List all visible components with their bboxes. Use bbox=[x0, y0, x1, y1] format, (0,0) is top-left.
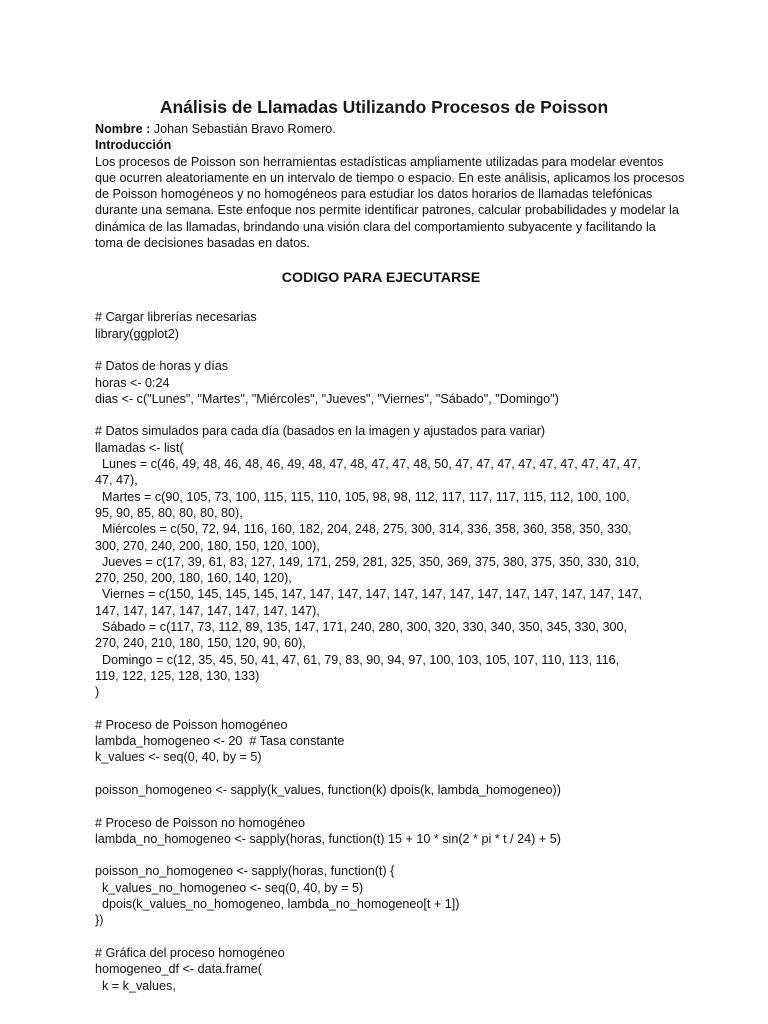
author-name: Johan Sebastián Bravo Romero. bbox=[150, 122, 336, 136]
intro-paragraph: Los procesos de Poisson son herramientas estadísticas ampliamente utilizadas para modelar eventos que ocurren aleatoriamente en un intervalo de tiempo o espacio. En este análisis, aplicamos los procesos de Poisson homogéneos y no homogéneos para estudiar los datos horarios de llamadas telefónicas durante una semana. Este enfoque nos permite identificar patrones, calcular probabilidades y modelar la dinámica de las llamadas, brindando una visión clara del comportamiento subyacente y facilitando la toma de decisiones basadas en datos. bbox=[95, 154, 685, 251]
code-listing: # Cargar librerías necesarias library(ggplot2) # Datos de horas y días horas <- 0:24 dias <- c("Lunes", "Martes", "Miércoles", "Jueves", "Viernes", "Sábado", "Domingo") # Datos simulados para cada día (basados en la imagen y ajustados para variar) llamadas <- list( Lunes = c(46, 49, 48, 46, 48, 46, 49, 48, 47, 48, 47, 47, 48, 50, 47, 47, 47, 47, 47, 47, 47, 47, 47, 47, 47), Martes = c(90, 105, 73, 100, 115, 115, 110, 105, 98, 98, 112, 117, 117, 117, 115, 112, 100, 100, 95, 90, 85, 80, 80, 80, 80), Miércoles = c(50, 72, 94, 116, 160, 182, 204, 248, 275, 300, 314, 336, 358, 360, 358, 350, 330, 300, 270, 240, 200, 180, 150, 120, 100), Jueves = c(17, 39, 61, 83, 127, 149, 171, 259, 281, 325, 350, 369, 375, 380, 375, 350, 330, 310, 270, 250, 200, 180, 160, 140, 120), Viernes = c(150, 145, 145, 145, 147, 147, 147, 147, 147, 147, 147, 147, 147, 147, 147, 147, 147, 147, 147, 147, 147, 147, 147, 147, 147), Sábado = c(117, 73, 112, 89, 135, 147, 171, 240, 280, 300, 320, 330, 340, 350, 345, 330, 300, 270, 240, 210, 180, 150, 120, 90, 60), Domingo = c(12, 35, 45, 50, 41, 47, 61, 79, 83, 90, 94, 97, 100, 103, 105, 107, 110, 113, 116, 119, 122, 125, 128, 130, 133) ) # Proceso de Poisson homogéneo lambda_homogeneo <- 20 # Tasa constante k_values <- seq(0, 40, by = 5) poisson_homogeneo <- sapply(k_values, function(k) dpois(k, lambda_homogeneo)) # Proceso de Poisson no homogéneo lambda_no_homogeneo <- sapply(horas, function(t) 15 + 10 * sin(2 * pi * t / 24) + 5) poisson_no_homogeneo <- sapply(horas, function(t) { k_values_no_homogeneo <- seq(0, 40, by = 5) dpois(k_values_no_homogeneo, lambda_no_homogeneo[t + 1]) }) # Gráfica del proceso homogéneo homogeneo_df <- data.frame( k = k_values, bbox=[95, 310, 642, 993]
author-label: Nombre : bbox=[95, 122, 151, 136]
document-body bbox=[95, 121, 685, 994]
author-line bbox=[95, 121, 685, 137]
code-heading: CODIGO PARA EJECUTARSE bbox=[281, 270, 481, 287]
intro-heading: Introducción bbox=[95, 138, 172, 153]
document-title: Análisis de Llamadas Utilizando Procesos de Poisson bbox=[159, 97, 609, 117]
